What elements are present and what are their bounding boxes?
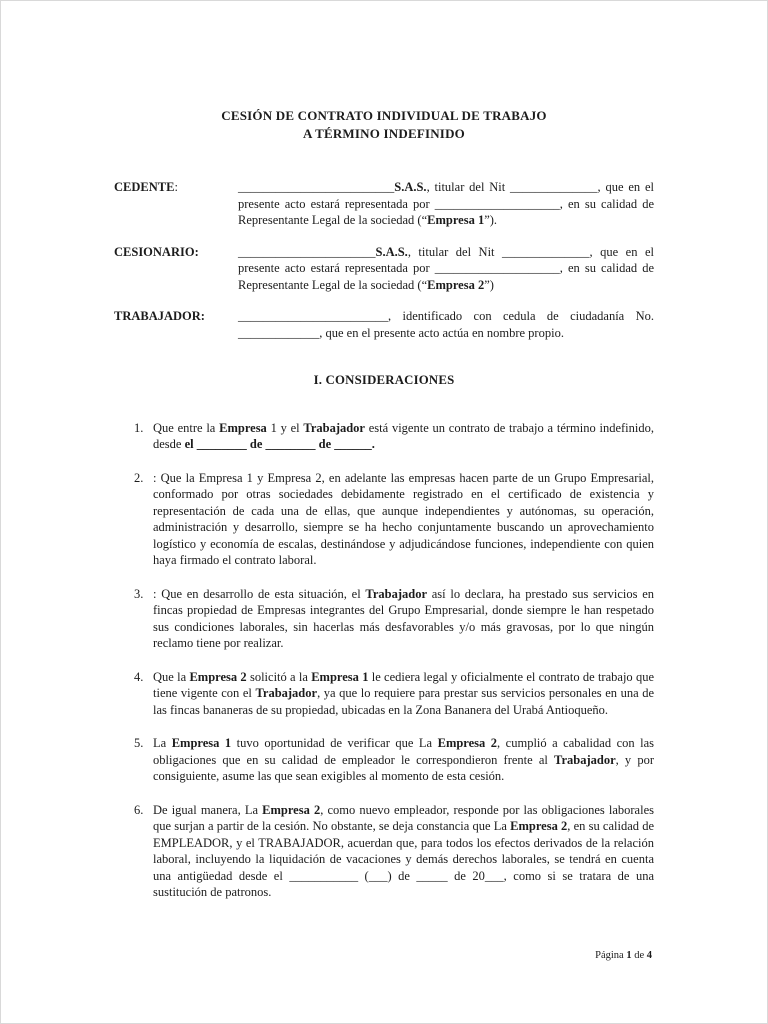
page-number-footer: Página 1 de 4 <box>595 950 652 961</box>
party-label-cedente: CEDENTE: <box>114 180 178 194</box>
party-body-cedente: _________________________S.A.S., titular del Nit ______________, que en el presente acto estará representada por ____________________, en su calidad de Representante Legal de la sociedad (“Empresa 1”). <box>238 180 654 227</box>
item-text: : Que en desarrollo de esta situación, el Trabajador así lo declara, ha prestado sus servicios en fincas propiedad de Empresas integrantes del Grupo Empresarial, donde siempre le han respetado sus condiciones laborales, sin hacerlas más desfavorables y/o más gravosas, por lo que ningún reclamo tiene por realizar. <box>153 586 654 650</box>
item-text: De igual manera, La Empresa 2, como nuevo empleador, responde por las obligaciones laborales que surjan a partir de la cesión. No obstante, se deja constancia que La Empresa 2, en su calidad de EMPLEADOR, y el TRABAJADOR, acuerdan que, para todos los efectos derivados de la relación laboral, incluyendo la liquidación de vacaciones y demás derechos laborales, se tendrá en cuenta una antigüedad desde el ___________ (___) de _____ de 20___, como si se tratara de una sustitución de patronos. <box>153 802 654 899</box>
item-text: Que entre la Empresa 1 y el Trabajador está vigente un contrato de trabajo a término indefinido, desde el ________ de ________ de ______. <box>153 420 654 451</box>
party-cedente <box>114 179 654 229</box>
document-title-line-1: CESIÓN DE CONTRATO INDIVIDUAL DE TRABAJO <box>221 108 547 123</box>
party-cesionario <box>114 244 654 294</box>
party-label-cesionario: CESIONARIO: <box>114 244 199 259</box>
party-body-trabajador: ________________________, identificado con cedula de ciudadanía No. _____________, que en el presente acto actúa en nombre propio. <box>238 309 654 340</box>
party-body-cesionario: ______________________S.A.S., titular del Nit ______________, que en el presente acto estará representada por ____________________, en su calidad de Representante Legal de la sociedad (“Empresa 2”) <box>238 244 654 292</box>
party-label-trabajador: TRABAJADOR: <box>114 309 205 323</box>
section-heading-consideraciones: I. CONSIDERACIONES <box>313 373 455 387</box>
party-trabajador <box>114 308 654 341</box>
consideration-item-5 <box>114 735 654 785</box>
item-number: 6. <box>134 802 144 817</box>
consideration-item-3 <box>114 586 654 652</box>
item-text: : Que la Empresa 1 y Empresa 2, en adelante las empresas hacen parte de un Grupo Empresarial, conformado por otras sociedades debidamente registrado en el certificado de existencia y representación de cada una de ellas, que aunque independientes y autónomas, su operación, administración y desarrollo, siempre se ha hecho conjuntamente buscando un aprovechamiento logístico y economía de escalas, destinándose y adjudicándose funciones, independiente con quien haya firmado el contrato laboral. <box>153 470 654 567</box>
document-content <box>1 1 767 901</box>
item-number: 5. <box>134 736 144 750</box>
item-number: 4. <box>134 669 144 684</box>
parties-section <box>114 179 654 341</box>
item-number: 2. <box>134 470 144 485</box>
consideration-item-2 <box>114 470 654 569</box>
consideration-item-4 <box>114 669 654 719</box>
item-text: La Empresa 1 tuvo oportunidad de verificar que La Empresa 2, cumplió a cabalidad con las obligaciones que en su calidad de empleador le correspondieron frente al Trabajador, y por consiguiente, asume las que sean exigibles al momento de esta cesión. <box>153 736 654 783</box>
item-text: Que la Empresa 2 solicitó a la Empresa 1 le cediera legal y oficialmente el contrato de trabajo que tiene vigente con el Trabajador, ya que lo requiere para prestar sus servicios personales en una de las fincas bananeras de su propiedad, ubicadas en la Zona Bananera del Urabá Antioqueño. <box>153 669 655 717</box>
consideration-item-6 <box>114 802 654 901</box>
consideration-item-1 <box>114 420 654 453</box>
item-number: 1. <box>134 420 144 435</box>
document-title <box>114 107 654 143</box>
document-title-line-2: A TÉRMINO INDEFINIDO <box>303 126 465 141</box>
considerations-list <box>114 420 654 901</box>
item-number: 3. <box>134 586 144 601</box>
